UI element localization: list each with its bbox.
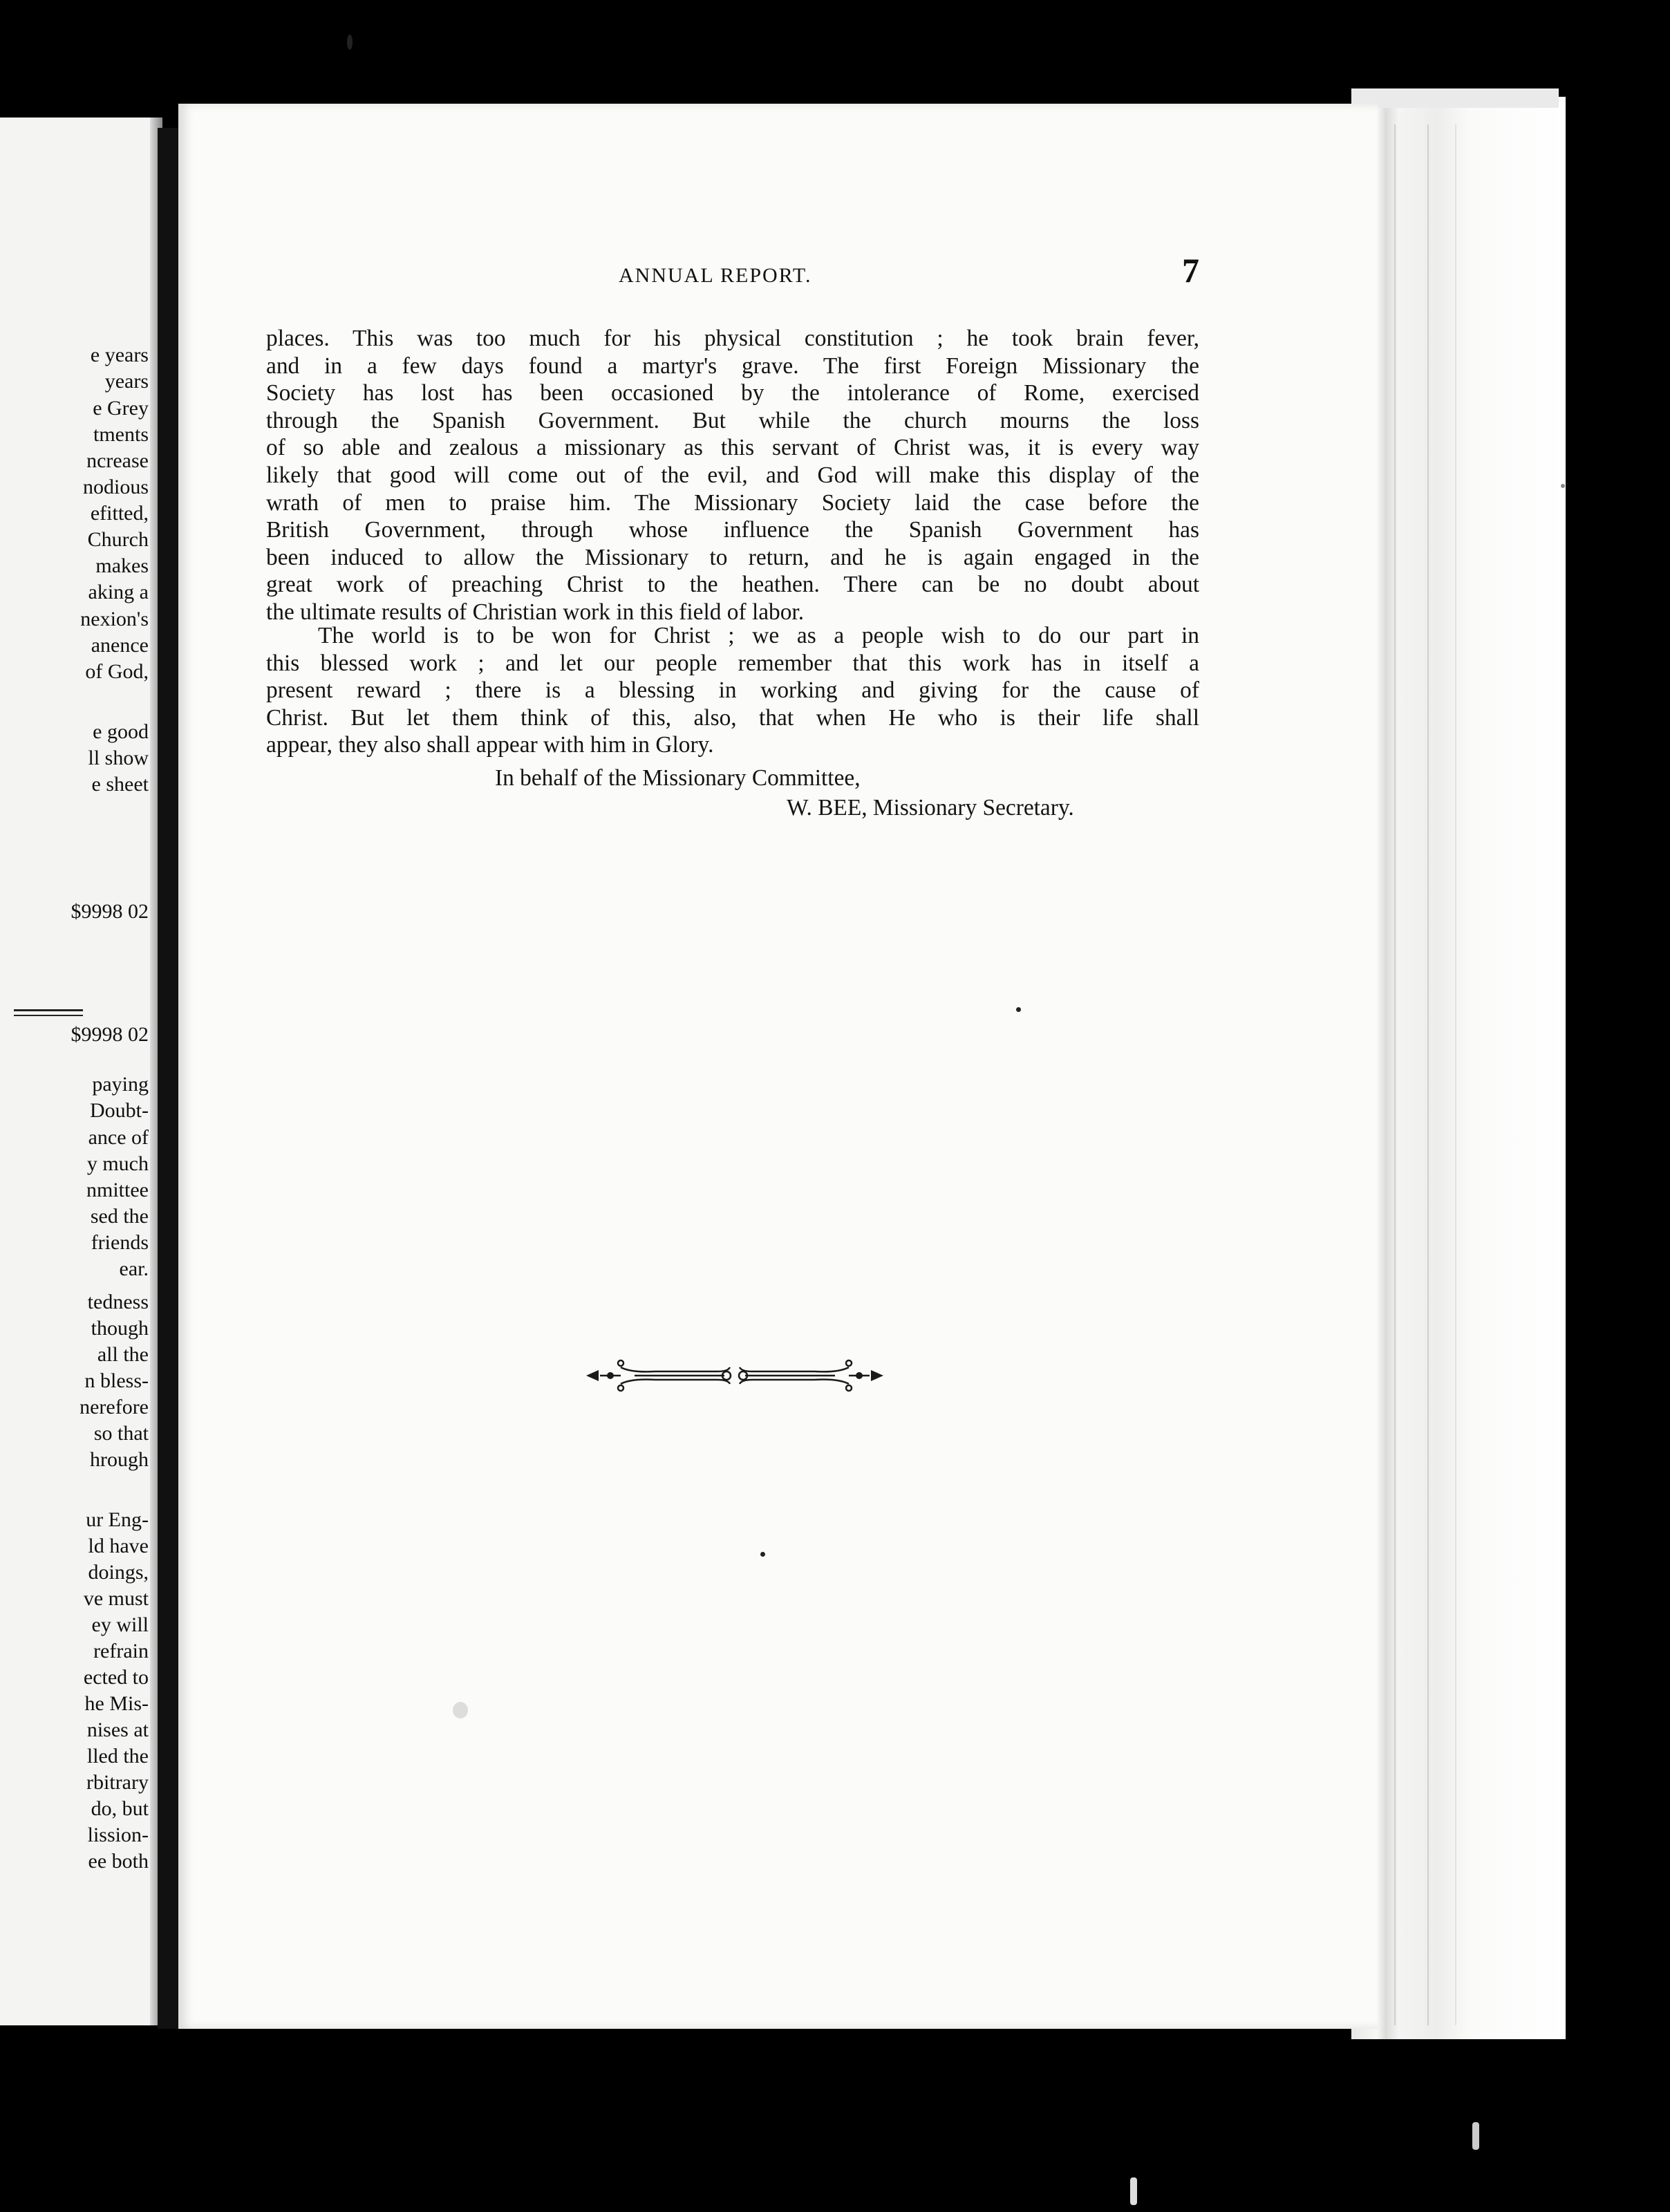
- left-page-line: aking a: [88, 581, 149, 603]
- left-page-line: lission-: [87, 1824, 149, 1846]
- left-page-line: he Mis-: [84, 1692, 149, 1715]
- text-line: of so able and zealous a missionary as this servant of Christ was, it is every way: [266, 435, 1199, 461]
- left-page-line: e years: [90, 344, 149, 366]
- left-page-line: e Grey: [93, 397, 149, 420]
- scan-speck: [760, 1552, 765, 1557]
- scan-speck: [453, 1702, 468, 1718]
- left-page-rule: [14, 1015, 83, 1016]
- left-page-line: e sheet: [91, 773, 149, 796]
- left-page-line: do, but: [91, 1797, 149, 1820]
- left-page-line: Doubt-: [90, 1099, 149, 1122]
- left-page-line: nmittee: [86, 1179, 149, 1201]
- left-page-line: refrain: [93, 1640, 149, 1662]
- left-page-line: makes: [95, 554, 149, 577]
- book-cover-edge: [1351, 88, 1559, 108]
- text-line: British Government, through whose influence the Spanish Government has: [266, 517, 1199, 543]
- left-page-line: ear.: [119, 1257, 149, 1280]
- text-line: present reward ; there is a blessing in working and giving for the cause of: [266, 677, 1199, 704]
- left-page-line: e good: [93, 720, 149, 743]
- left-page-line: y much: [86, 1152, 149, 1175]
- scan-speck: [1561, 484, 1565, 488]
- left-page-line: nodious: [82, 476, 149, 498]
- text-line: wrath of men to praise him. The Missionary Society laid the case before the: [266, 489, 1199, 516]
- left-page-line: ld have: [88, 1535, 149, 1557]
- signature-secretary-line: W. BEE, Missionary Secretary.: [787, 795, 1074, 821]
- left-page-line: ll show: [88, 747, 149, 769]
- page-number: 7: [1182, 251, 1199, 290]
- text-line: the ultimate results of Christian work in this field of labor.: [266, 599, 805, 625]
- left-page-line: n bless-: [84, 1369, 149, 1392]
- printers-ornament-icon: [579, 1355, 890, 1396]
- text-line: The world is to be won for Christ ; we as a people wish to do our part in: [318, 623, 1199, 648]
- left-page-line: ur Eng-: [86, 1508, 149, 1531]
- text-line: likely that good will come out of the evil, and God will make this display of the: [266, 462, 1199, 488]
- left-page-line: hrough: [90, 1448, 149, 1471]
- text-line: been induced to allow the Missionary to return, and he is again engaged in the: [266, 544, 1199, 570]
- left-page-line: of God,: [85, 660, 149, 683]
- left-page-line: though: [91, 1317, 149, 1340]
- left-page-line: nises at: [86, 1718, 149, 1741]
- left-page-line: so that: [93, 1422, 149, 1445]
- text-line: Christ. But let them think of this, also, that when He who is their life shall: [266, 704, 1199, 731]
- left-page-line: ey will: [91, 1613, 149, 1636]
- text-line: through the Spanish Government. But while the church mourns the loss: [266, 407, 1199, 433]
- left-page-line: tments: [93, 423, 149, 446]
- left-page-line: lled the: [86, 1745, 149, 1768]
- text-line: places. This was too much for his physical constitution ; he took brain fever,: [266, 326, 1199, 351]
- left-facing-page: [0, 118, 162, 2025]
- scan-speck: [1130, 2177, 1137, 2205]
- text-line: great work of preaching Christ to the heathen. There can be no doubt about: [266, 572, 1199, 598]
- running-head: ANNUAL REPORT.: [619, 264, 812, 287]
- left-page-line: friends: [91, 1231, 149, 1254]
- left-page-line: anence: [91, 634, 149, 657]
- left-page-line: ee both: [88, 1850, 149, 1873]
- text-line: appear, they also shall appear with him in Glory.: [266, 732, 714, 758]
- left-page-line: sed the: [90, 1205, 149, 1228]
- paragraph-2: [266, 622, 1199, 759]
- page-edges: [1351, 97, 1566, 2039]
- left-page-line: tedness: [87, 1291, 149, 1313]
- left-page-line: Church: [87, 528, 149, 551]
- left-page-line: rbitrary: [86, 1771, 149, 1794]
- paragraph-1: [266, 325, 1199, 626]
- text-line: and in a few days found a martyr's grave. The first Foreign Missionary the: [266, 353, 1199, 379]
- scan-speck: [1016, 1007, 1021, 1012]
- left-page-line: paying: [92, 1073, 149, 1096]
- left-page-line: ected to: [83, 1666, 149, 1689]
- text-line: this blessed work ; and let our people remember that this work has in itself a: [266, 650, 1199, 676]
- left-page-line: $9998 02: [71, 900, 149, 923]
- left-page-line: years: [104, 370, 149, 393]
- left-page-line: efitted,: [90, 502, 149, 525]
- text-line: Society has lost has been occasioned by the intolerance of Rome, exercised: [266, 380, 1199, 406]
- left-page-line: nerefore: [79, 1396, 149, 1418]
- signature-committee-line: In behalf of the Missionary Committee,: [495, 765, 861, 791]
- scan-speck: [347, 35, 353, 50]
- left-page-line: all the: [97, 1343, 149, 1366]
- left-page-rule: [14, 1009, 83, 1011]
- left-page-line: ance of: [88, 1126, 149, 1149]
- left-page-line: nexion's: [80, 608, 149, 630]
- left-page-line: ve must: [83, 1587, 149, 1610]
- left-page-line: doings,: [88, 1561, 149, 1584]
- scan-speck: [1472, 2122, 1479, 2150]
- left-page-line: $9998 02: [71, 1023, 149, 1046]
- book-spine: [158, 128, 181, 2029]
- left-page-line: ncrease: [86, 449, 149, 472]
